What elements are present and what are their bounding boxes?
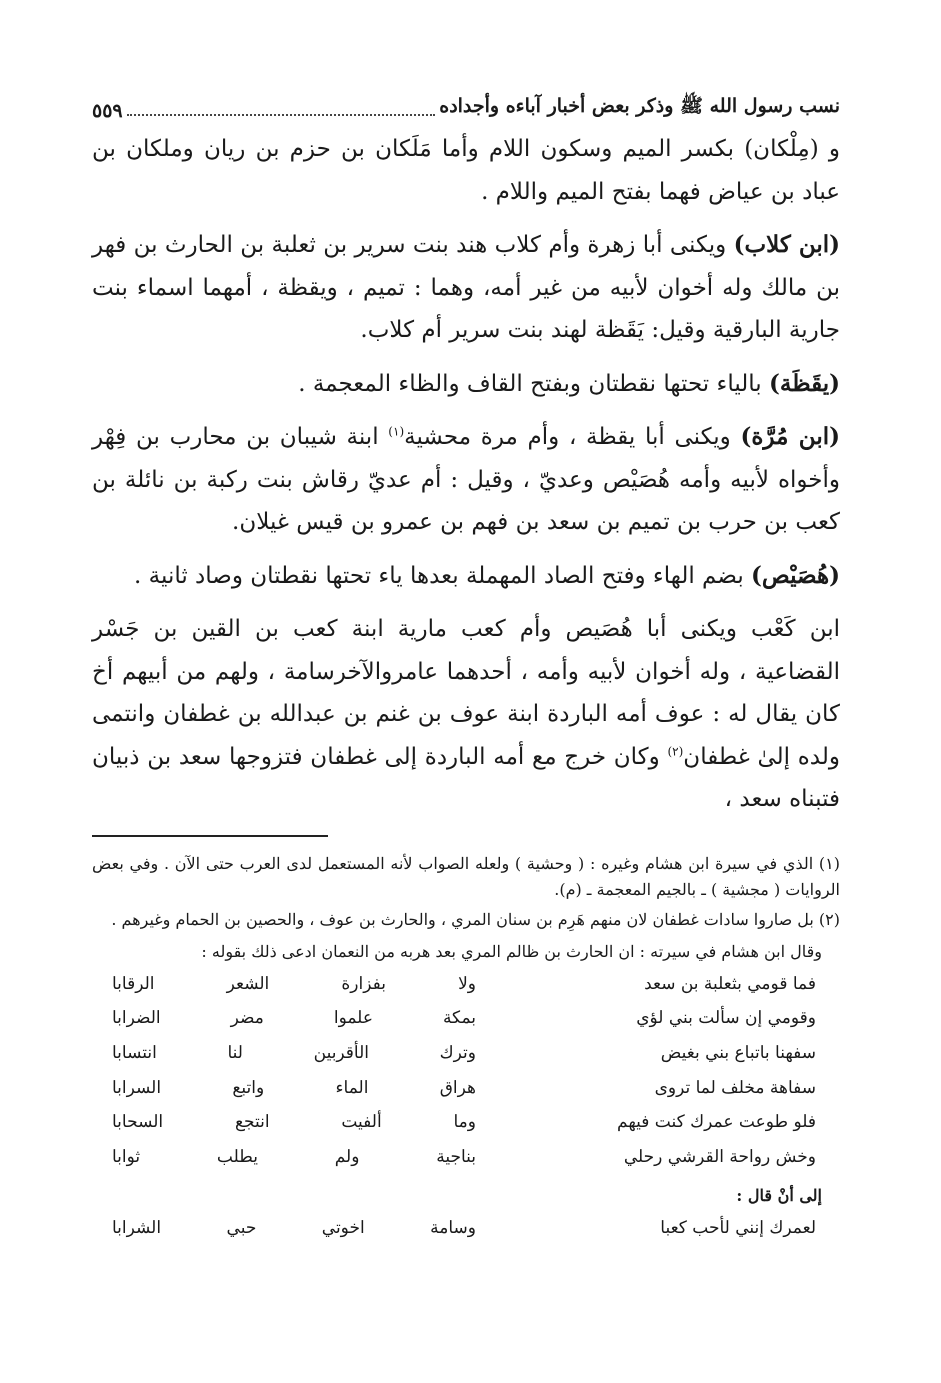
verse-second-hemistich: هراق الماء واتبع السرابا	[112, 1077, 476, 1098]
page-number: ٥٥٩	[92, 100, 123, 122]
paragraph	[92, 363, 840, 406]
poem-final	[92, 1211, 816, 1246]
paragraph	[92, 224, 840, 352]
main-text	[92, 128, 840, 821]
entry-term: (هُصَيْص)	[751, 561, 840, 589]
poem-intro: وقال ابن هشام في سيرته : ان الحارث بن ظالم المري بعد هربه من النعمان ادعى ذلك بقوله :	[201, 941, 822, 961]
paragraph-text: ويكنى أبا يقظة ، وأم مرة محشية	[404, 424, 741, 450]
poem-verse	[92, 1105, 816, 1140]
verse-second-hemistich: بناجية ولم يطلب ثوابا	[112, 1147, 476, 1168]
poem	[92, 967, 816, 1175]
book-page	[92, 82, 840, 1245]
poem-verse	[92, 1036, 816, 1071]
poem-verse	[92, 1140, 816, 1175]
paragraph-text: بالياء تحتها نقطتان وبفتح القاف والظاء المعجمة .	[298, 370, 769, 397]
footnotes	[92, 851, 840, 1246]
paragraph-text: و (مِلْكان) بكسر الميم وسكون اللام وأما مَلَكان بن حزم بن ريان وملكان بن عباد بن عياض فهما بفتح الميم واللام .	[92, 136, 840, 205]
poem-verse	[92, 1211, 816, 1246]
entry-term: (يقَظَة)	[769, 369, 840, 397]
footnote-ref[interactable]: (١)	[388, 424, 405, 439]
verse-second-hemistich: وما ألفيت انتجع السحابا	[112, 1112, 476, 1133]
footnote: (١) الذي في سيرة ابن هشام وغيره : ( وحشية ) ولعله الصواب لأنه المستعمل لدى العرب حتى الآن . وفي بعض الروايات ( مجشية ) ـ بالجيم المعجمة ـ (م).	[92, 853, 840, 899]
verse-first-hemistich: فلو طوعت عمرك كنت فيهم	[617, 1112, 816, 1133]
running-header-title: نسب رسول الله ﷺ وذكر بعض أخبار آباءه وأجداده	[439, 95, 840, 117]
footnote-ref[interactable]: (٢)	[667, 743, 684, 758]
paragraph	[92, 555, 840, 598]
verse-second-hemistich: وسامة اخوتي حبي الشرابا	[112, 1217, 476, 1238]
verse-second-hemistich: وترك الأقربين لنا انتسابا	[112, 1042, 476, 1063]
verse-first-hemistich: وقومي إن سألت بني لؤي	[636, 1008, 816, 1029]
verse-second-hemistich: بمكة علموا مضر الضرابا	[112, 1008, 476, 1029]
paragraph	[92, 128, 840, 213]
verse-first-hemistich: لعمرك إنني لأحب كعبا	[660, 1217, 816, 1238]
poem-verse	[92, 1001, 816, 1036]
footnote: (٢) بل صاروا سادات غطفان لان منهم هَرِم بن سنان المري ، والحارث بن عوف ، والحصين بن الحمام وغيرهم .	[111, 909, 840, 929]
paragraph	[92, 416, 840, 544]
paragraph-text: ويكنى أبا زهرة وأم كلاب هند بنت سرير بن ثعلبة بن الحارث بن فهر بن مالك وله أخوان لأبيه من غير أمه، وهما : تميم ، ويقظة ، أمهما اسماء بنت جارية البارقية وقيل: يَقَظة لهند بنت سرير أم كلاب.	[92, 232, 840, 343]
paragraph-text: ابنة شيبان بن محارب بن فِهْر وأخواه لأبيه وأمه هُصَيْص وعديّ ، وقيل : أم عديّ رقاش بنت ركبة بن نائلة بن كعب بن حرب بن تميم بن سعد بن فهم بن عمرو بن قيس غيلان.	[92, 424, 840, 535]
running-header	[92, 82, 840, 122]
verse-second-hemistich: ولا بفزارة الشعر الرقابا	[112, 973, 476, 994]
verse-first-hemistich: وخش رواحة القرشي رحلي	[623, 1147, 816, 1168]
entry-term: (ابن مُرَّة)	[740, 423, 840, 450]
poem-continuation: إلى أنْ قال :	[736, 1185, 822, 1205]
paragraph-text: بضم الهاء وفتح الصاد المهملة بعدها ياء تحتها نقطتان وصاد ثانية .	[134, 562, 752, 589]
paragraph	[92, 608, 840, 821]
entry-term: (ابن كلاب)	[733, 231, 840, 258]
poem-verse	[92, 967, 816, 1002]
verse-first-hemistich: سفهنا باتباع بني بغيض	[660, 1042, 816, 1063]
verse-first-hemistich: سفاهة مخلف لما تروى	[654, 1077, 816, 1098]
verse-first-hemistich: فما قومي بثعلبة بن سعد	[644, 973, 816, 994]
poem-verse	[92, 1071, 816, 1106]
header-dotted-leader	[127, 113, 436, 116]
footnote-separator	[92, 835, 840, 837]
paragraph-text: ابن كَعْب ويكنى أبا هُصَيص وأم كعب مارية ابنة كعب بن القين بن جَسْر القضاعية ، وله أخوان لأبيه وأمه ، أحدهما عامروالآخرسامة ، ولهم من أبيهم أخ كان يقال له : عوف أمه الباردة ابنة عوف بن غنم بن عبدالله بن غطفان وانتمى ولده إلىٰ غطفان	[92, 616, 840, 770]
paragraph-text: وكان خرج مع أمه الباردة إلى غطفان فتزوجها سعد بن ذبيان فتبناه سعد ،	[92, 743, 840, 812]
